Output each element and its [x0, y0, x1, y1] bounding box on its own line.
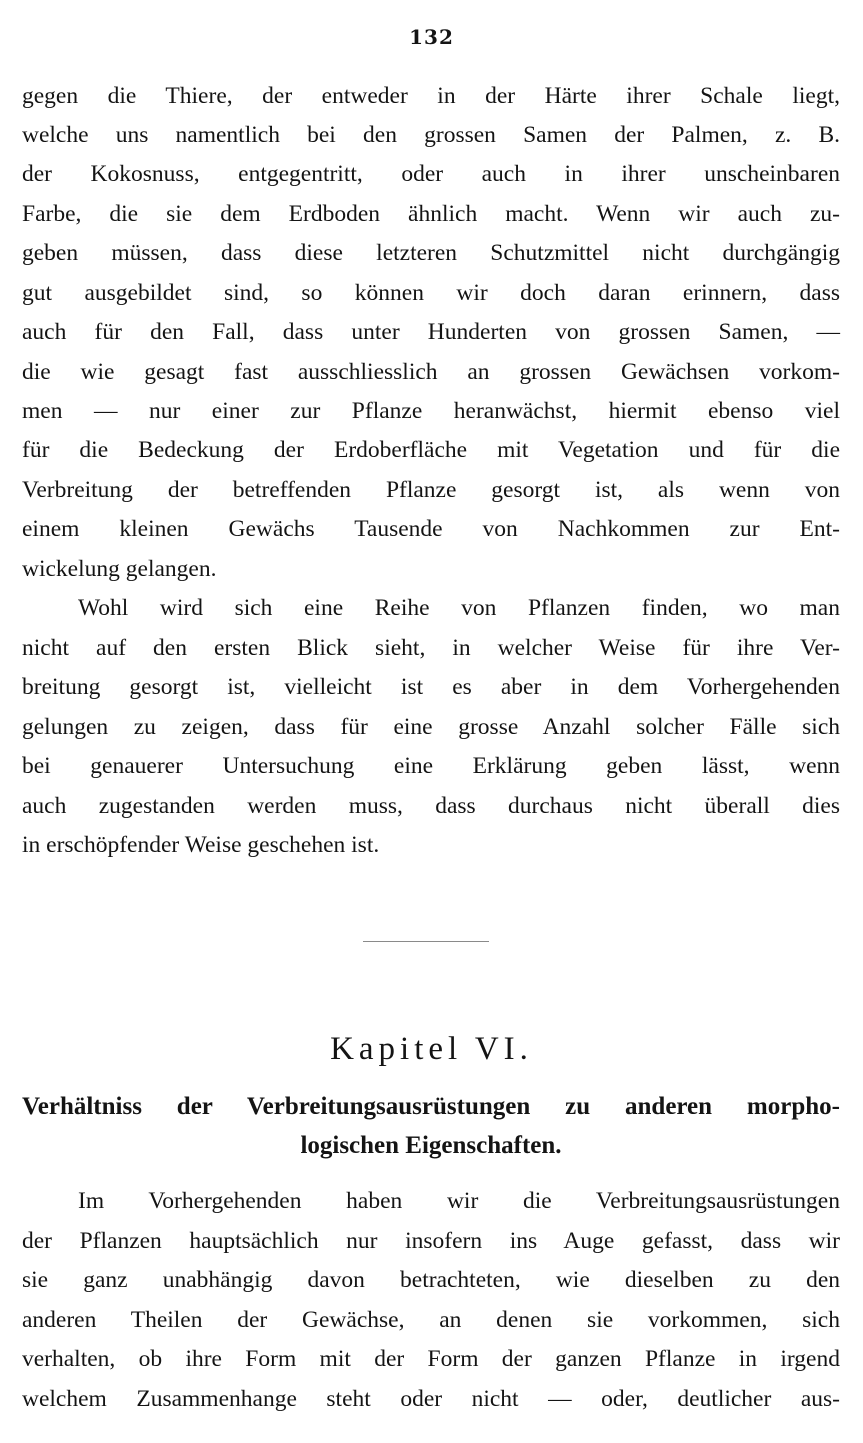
text-line: verhalten, ob ihre Form mit der Form der ganzen Pflanze in irgend: [22, 1346, 840, 1372]
text-line: welche uns namentlich bei den grossen Samen der Palmen, z. B.: [22, 122, 840, 148]
text-line: sie ganz unabhängig davon betrachteten, wie dieselben zu den: [22, 1267, 840, 1293]
text-line: nicht auf den ersten Blick sieht, in welcher Weise für ihre Ver-: [22, 635, 840, 661]
text-line: in erschöpfender Weise geschehen ist.: [22, 832, 380, 858]
text-line: Farbe, die sie dem Erdboden ähnlich macht. Wenn wir auch zu-: [22, 201, 840, 227]
text-line: gelungen zu zeigen, dass für eine grosse Anzahl solcher Fälle sich: [22, 714, 840, 740]
text-line: Verbreitung der betreffenden Pflanze gesorgt ist, als wenn von: [22, 477, 840, 503]
chapter-heading-line: logischen Eigenschaften.: [300, 1132, 562, 1159]
chapter-title: Kapitel VI.: [330, 1031, 533, 1067]
page-number: 132: [409, 25, 454, 49]
chapter-heading-line: Verhältniss der Verbreitungsausrüstungen zu anderen morpho-: [22, 1093, 840, 1120]
text-line: Wohl wird sich eine Reihe von Pflanzen finden, wo man: [78, 595, 840, 621]
text-line: auch für den Fall, dass unter Hunderten von grossen Samen, —: [22, 319, 840, 345]
text-line: für die Bedeckung der Erdoberfläche mit Vegetation und für die: [22, 437, 840, 463]
text-line: geben müssen, dass diese letzteren Schutzmittel nicht durchgängig: [22, 240, 840, 266]
text-line: gegen die Thiere, der entweder in der Härte ihrer Schale liegt,: [22, 83, 840, 109]
text-line: der Kokosnuss, entgegentritt, oder auch in ihrer unscheinbaren: [22, 161, 840, 187]
text-line: anderen Theilen der Gewächse, an denen sie vorkommen, sich: [22, 1307, 840, 1333]
text-line: die wie gesagt fast ausschliesslich an grossen Gewächsen vorkom-: [22, 359, 840, 385]
section-divider: [363, 941, 489, 942]
text-line: Im Vorhergehenden haben wir die Verbreitungsausrüstungen: [78, 1188, 840, 1214]
text-line: wickelung gelangen.: [22, 556, 217, 582]
text-line: bei genauerer Untersuchung eine Erklärung geben lässt, wenn: [22, 753, 840, 779]
text-line: der Pflanzen hauptsächlich nur insofern ins Auge gefasst, dass wir: [22, 1228, 840, 1254]
text-line: einem kleinen Gewächs Tausende von Nachkommen zur Ent-: [22, 516, 840, 542]
text-line: breitung gesorgt ist, vielleicht ist es aber in dem Vorhergehenden: [22, 674, 840, 700]
text-line: welchem Zusammenhange steht oder nicht — oder, deutlicher aus-: [22, 1386, 840, 1412]
text-line: auch zugestanden werden muss, dass durchaus nicht überall dies: [22, 793, 840, 819]
text-line: gut ausgebildet sind, so können wir doch daran erinnern, dass: [22, 280, 840, 306]
text-line: men — nur einer zur Pflanze heranwächst, hiermit ebenso viel: [22, 398, 840, 424]
